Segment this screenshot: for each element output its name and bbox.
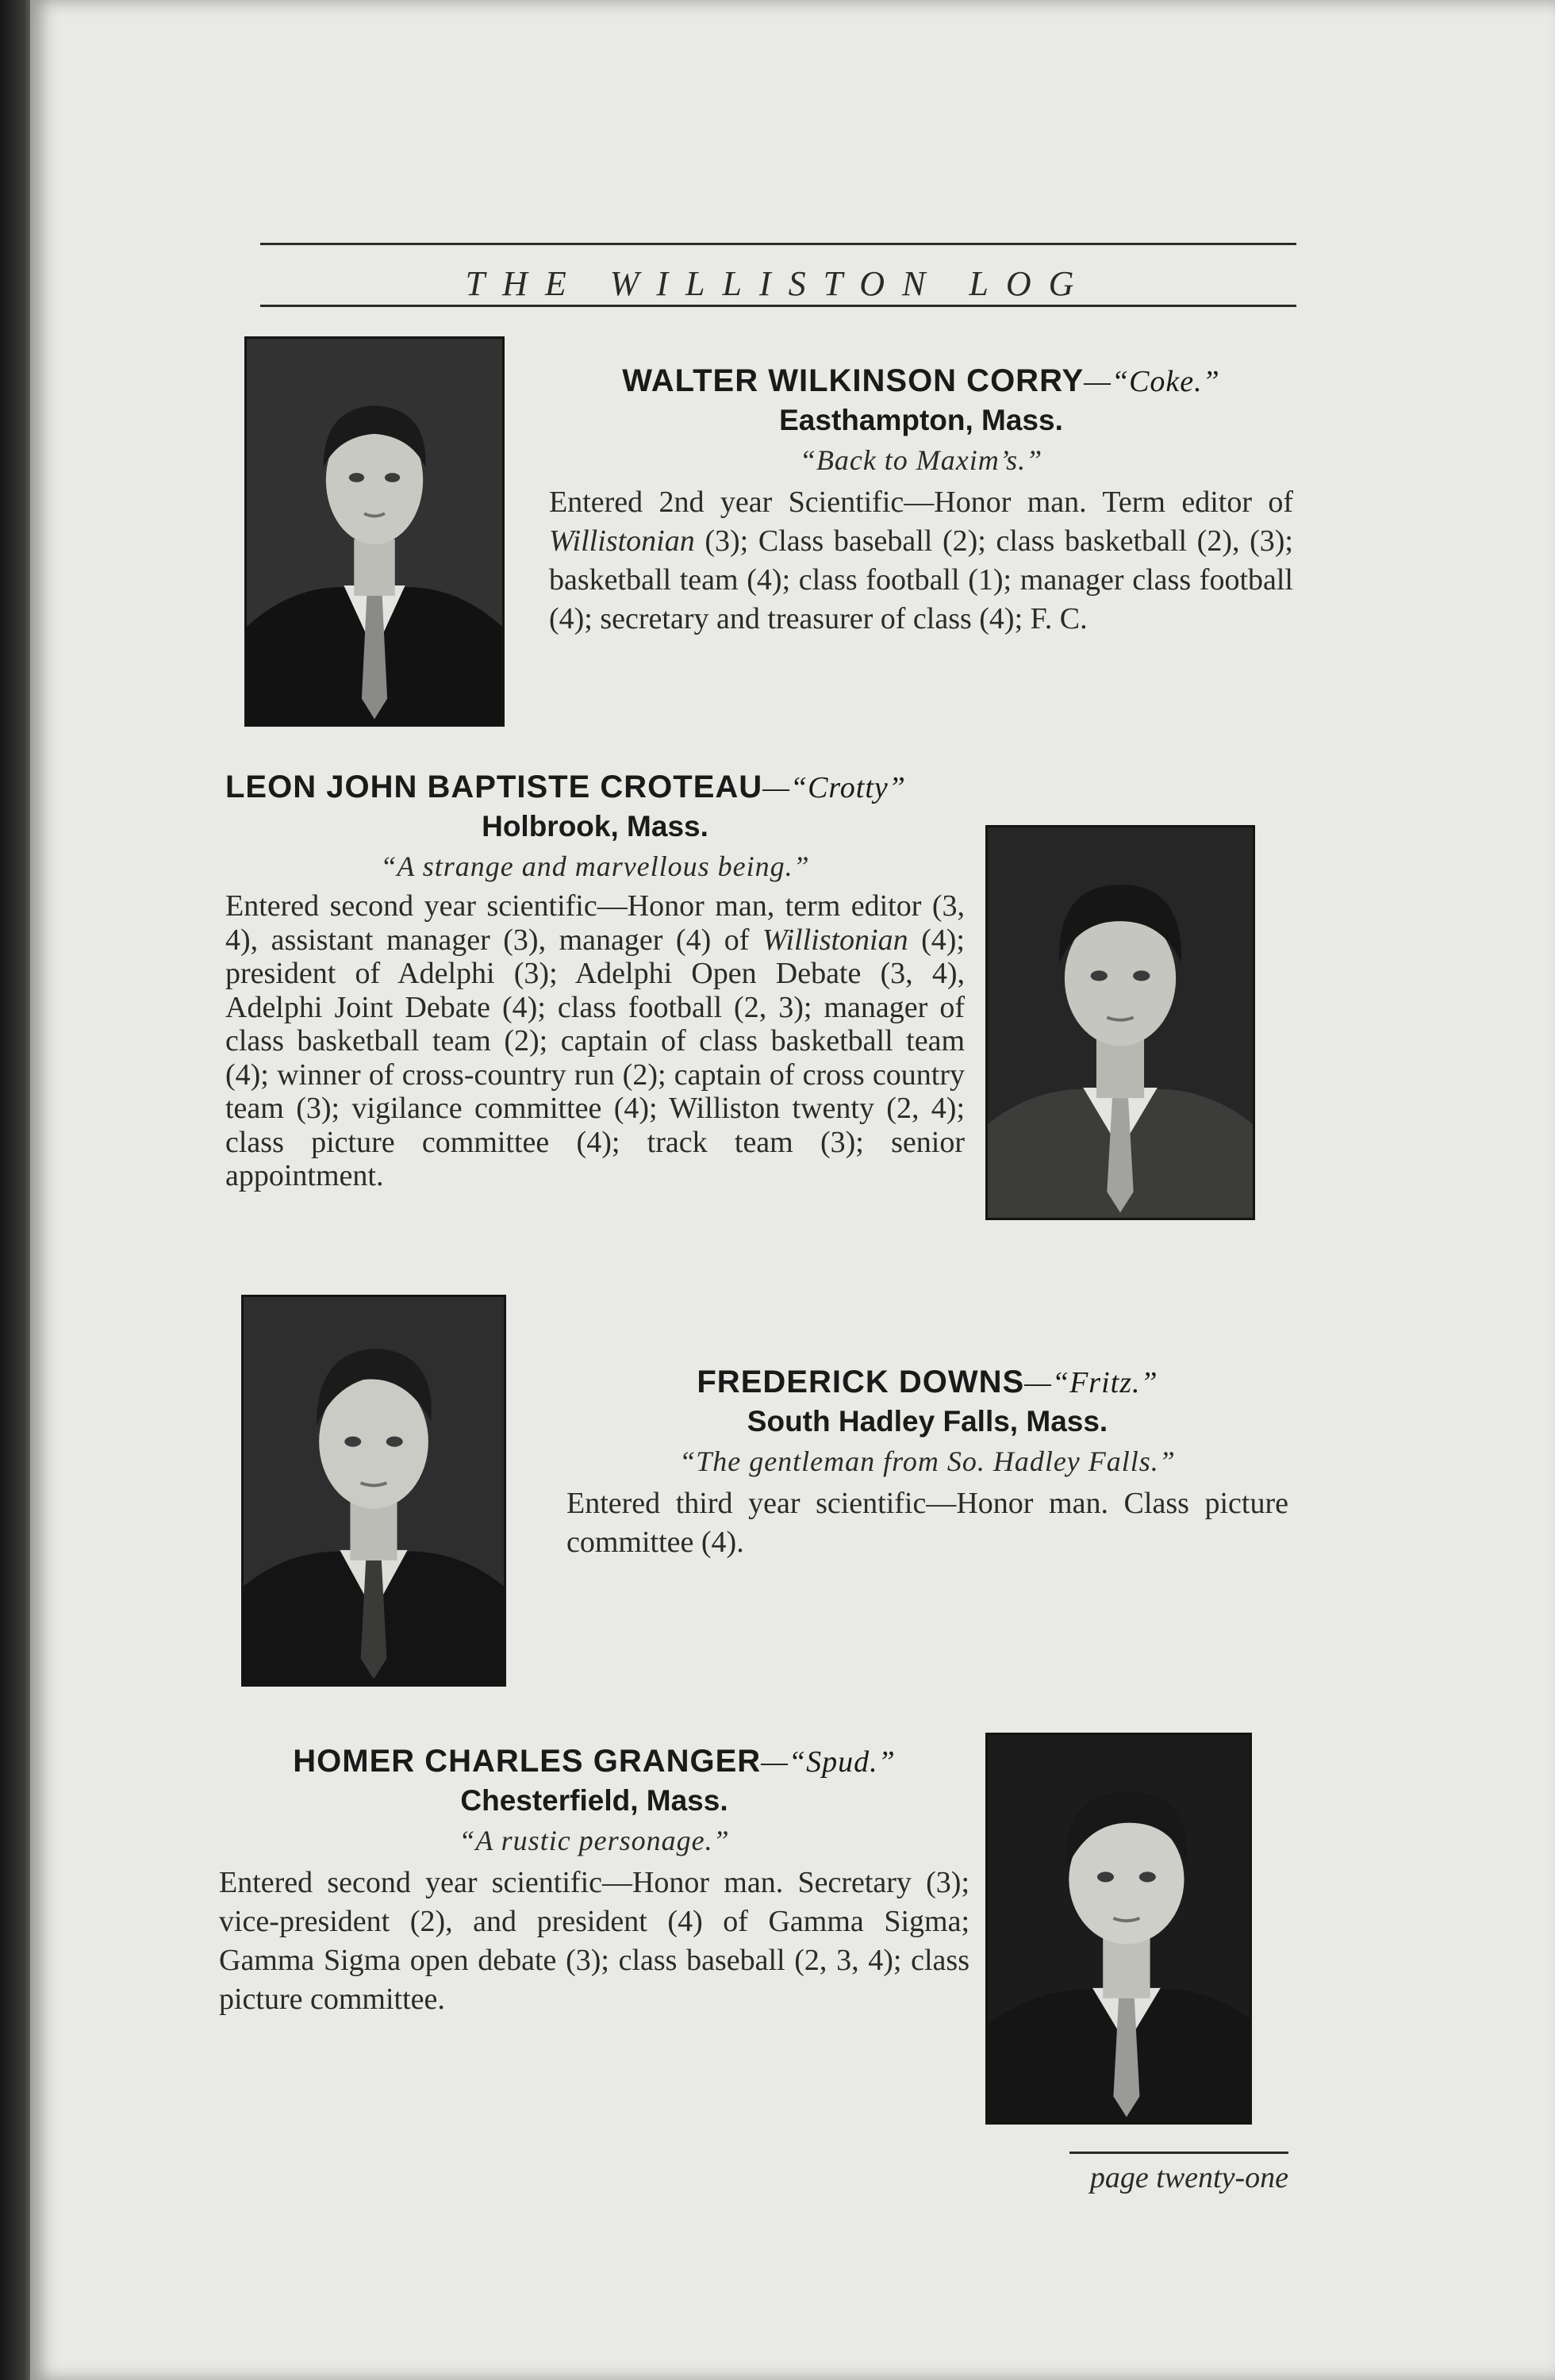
running-header bbox=[260, 243, 1296, 308]
student-name-text: LEON JOHN BAPTISTE CROTEAU bbox=[225, 770, 763, 804]
student-name-text: WALTER WILKINSON CORRY bbox=[622, 363, 1085, 398]
student-bio bbox=[225, 889, 965, 1193]
student-hometown: South Hadley Falls, Mass. bbox=[747, 1405, 1108, 1438]
portrait-photo-downs bbox=[241, 1295, 506, 1687]
portrait-photo-croteau bbox=[985, 825, 1255, 1220]
student-motto: “A strange and marvellous being.” bbox=[380, 850, 810, 882]
portrait-image bbox=[247, 339, 502, 724]
student-name-text: HOMER CHARLES GRANGER bbox=[293, 1744, 762, 1779]
entry-downs bbox=[566, 1365, 1288, 1562]
footer-rule bbox=[1069, 2152, 1288, 2154]
student-name bbox=[219, 1744, 969, 1779]
student-motto: “The gentleman from So. Hadley Falls.” bbox=[679, 1445, 1176, 1477]
entry-corry bbox=[549, 363, 1293, 639]
student-name-text: FREDERICK DOWNS bbox=[697, 1365, 1025, 1399]
yearbook-page bbox=[30, 0, 1555, 2380]
student-nickname: —“Crotty” bbox=[762, 771, 906, 804]
portrait-photo-corry bbox=[244, 336, 505, 727]
bio-text-continued: (4); president of Adelphi (3); Adelphi Open Debate (3, 4), Adelphi Joint Debate (4); class football (2, 3); manager of class basketball team (2); captain of class basketball team (4); winner of cross-country run (2); captain of cross country team (3); vigilance committee (4); Williston twenty (2, 4); class picture committee (4); track team (3); senior appointment. bbox=[225, 923, 965, 1192]
page-number-label: page twenty-one bbox=[1089, 2161, 1288, 2194]
portrait-image bbox=[988, 1735, 1250, 2122]
student-bio bbox=[549, 483, 1293, 639]
header-title: THE WILLISTON LOG bbox=[465, 264, 1092, 303]
page-footer bbox=[1069, 2152, 1288, 2195]
student-bio bbox=[566, 1484, 1288, 1562]
entry-granger bbox=[219, 1744, 969, 2019]
student-motto: “A rustic personage.” bbox=[459, 1825, 730, 1856]
bio-text: Entered second year scientific—Honor man, term editor (3, 4), assistant manager (3), manager (4) of bbox=[225, 889, 965, 957]
student-nickname: —“Spud.” bbox=[761, 1745, 896, 1779]
portrait-image bbox=[988, 827, 1253, 1218]
student-hometown: Holbrook, Mass. bbox=[482, 810, 708, 843]
book-spine bbox=[0, 0, 30, 2380]
bio-text-continued: (3); Class baseball (2); class basketball (2), (3); basketball team (4); class football (1); manager class football (4); secretary and treasurer of class (4); F. C. bbox=[549, 524, 1293, 635]
bio-text: Entered 2nd year Scientific—Honor man. Term editor of bbox=[549, 486, 1293, 519]
student-motto: “Back to Maxim’s.” bbox=[799, 444, 1043, 476]
student-hometown: Easthampton, Mass. bbox=[779, 404, 1063, 436]
student-nickname: —“Coke.” bbox=[1084, 365, 1220, 398]
student-name bbox=[549, 363, 1293, 399]
bio-text: Entered third year scientific—Honor man. Class picture committee (4). bbox=[566, 1487, 1288, 1559]
student-hometown: Chesterfield, Mass. bbox=[460, 1784, 728, 1817]
portrait-photo-granger bbox=[985, 1733, 1252, 2125]
student-name bbox=[225, 770, 965, 805]
student-name bbox=[566, 1365, 1288, 1400]
portrait-image bbox=[244, 1297, 504, 1684]
entry-croteau bbox=[225, 770, 965, 1193]
student-bio bbox=[219, 1864, 969, 2019]
bio-text: Entered second year scientific—Honor man. Secretary (3); vice-president (2), and president (4) of Gamma Sigma; Gamma Sigma open debate (3); class baseball (2, 3, 4); class picture committee. bbox=[219, 1866, 969, 2016]
bio-publication: Willistonian bbox=[549, 524, 695, 558]
header-rule-top bbox=[260, 243, 1296, 245]
student-nickname: —“Fritz.” bbox=[1024, 1366, 1158, 1399]
header-rule-bottom bbox=[260, 305, 1296, 307]
bio-publication: Willistonian bbox=[762, 923, 908, 957]
